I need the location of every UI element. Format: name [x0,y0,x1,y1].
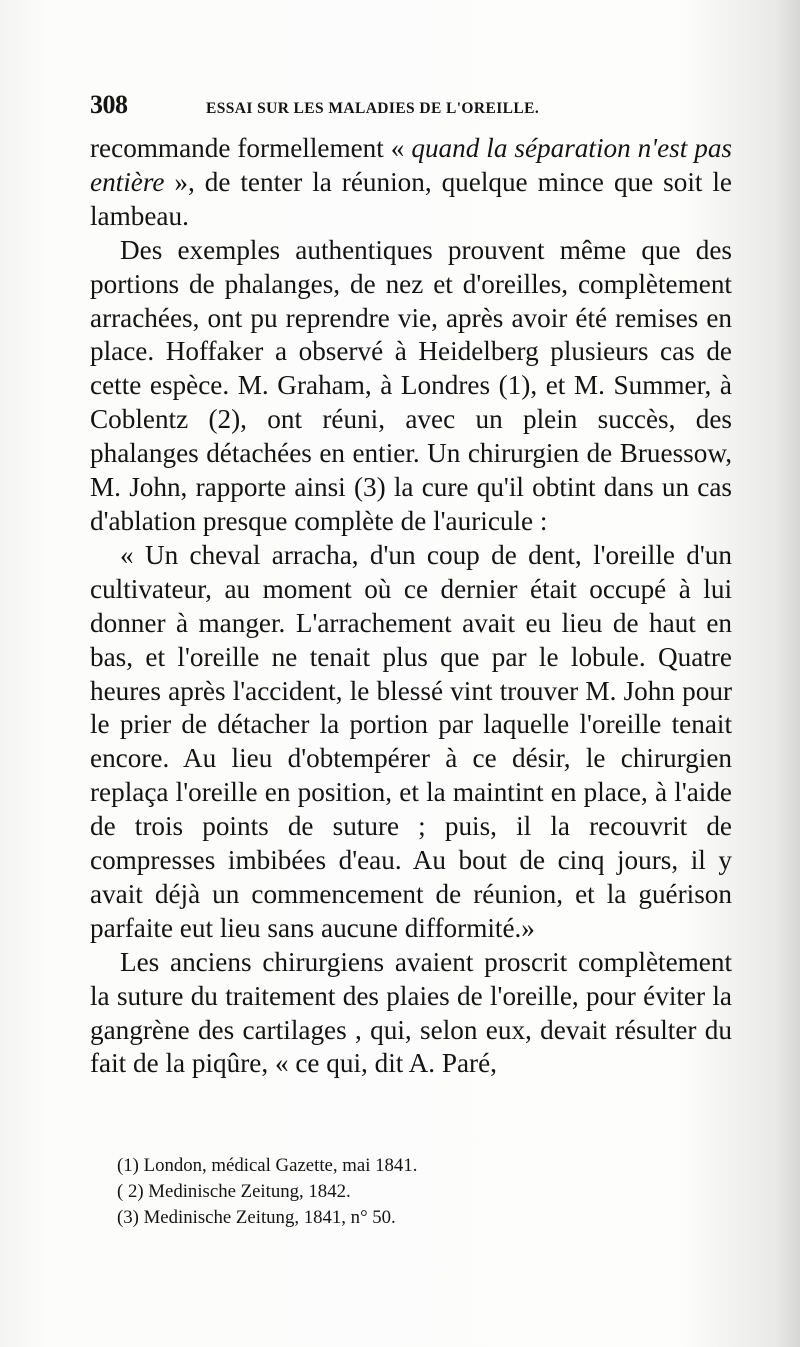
paragraph: Des exemples authentiques prouvent même que des portions de phalanges, de nez et d'oreilles, complètement arrachées, ont pu reprendre vie, après avoir été remises en place. Hoffaker a observé à Heidelberg plusieurs cas de cette espèce. M. Graham, à Londres (1), et M. Summer, à Coblentz (2), ont réuni, avec un plein succès, des phalanges détachées en entier. Un chirurgien de Bruessow, M. John, rapporte ainsi (3) la cure qu'il obtint dans un cas d'ablation presque complète de l'auricule : [90,234,732,536]
paragraph-continued [90,132,732,234]
paragraph-text: recommande formellement « [90,133,412,163]
body-text [90,132,732,1081]
running-title: ESSAI SUR LES MALADIES DE L'OREILLE. [206,100,540,117]
page-header [90,90,730,120]
paragraph-text: », de tenter la réunion, quelque mince que soit le lambeau. [90,166,732,231]
footnote: ( 2) Medinische Zeitung, 1842. [117,1181,351,1202]
footnote: (1) London, médical Gazette, mai 1841. [117,1155,418,1176]
italic-quote: quand la séparation n'est pas entière [90,133,732,197]
page-number: 308 [90,90,128,119]
paragraph-quotation: « Un cheval arracha, d'un coup de dent, l'oreille d'un cultivateur, au moment où ce dernier était occupé à lui donner à manger. L'arrachement avait eu lieu de haut en bas, et l'oreille ne tenait plus que par le lobule. Quatre heures après l'accident, le blessé vint trouver M. John pour le prier de détacher la portion par laquelle l'oreille tenait encore. Au lieu d'obtempérer à ce désir, le chirurgien replaça l'oreille en position, et la maintint en place, à l'aide de trois points de suture ; puis, il la recouvrit de compresses imbibées d'eau. Au bout de cinq jours, il y avait déjà un commencement de réunion, et la guérison parfaite eut lieu sans aucune difformité.» [90,539,732,943]
paragraph: Les anciens chirurgiens avaient proscrit complètement la suture du traitement des plaies de l'oreille, pour éviter la gangrène des cartilages , qui, selon eux, devait résulter du fait de la piqûre, « ce qui, dit A. Paré, [90,946,732,1079]
footnote: (3) Medinische Zeitung, 1841, n° 50. [117,1207,396,1228]
footnotes [117,1153,677,1231]
